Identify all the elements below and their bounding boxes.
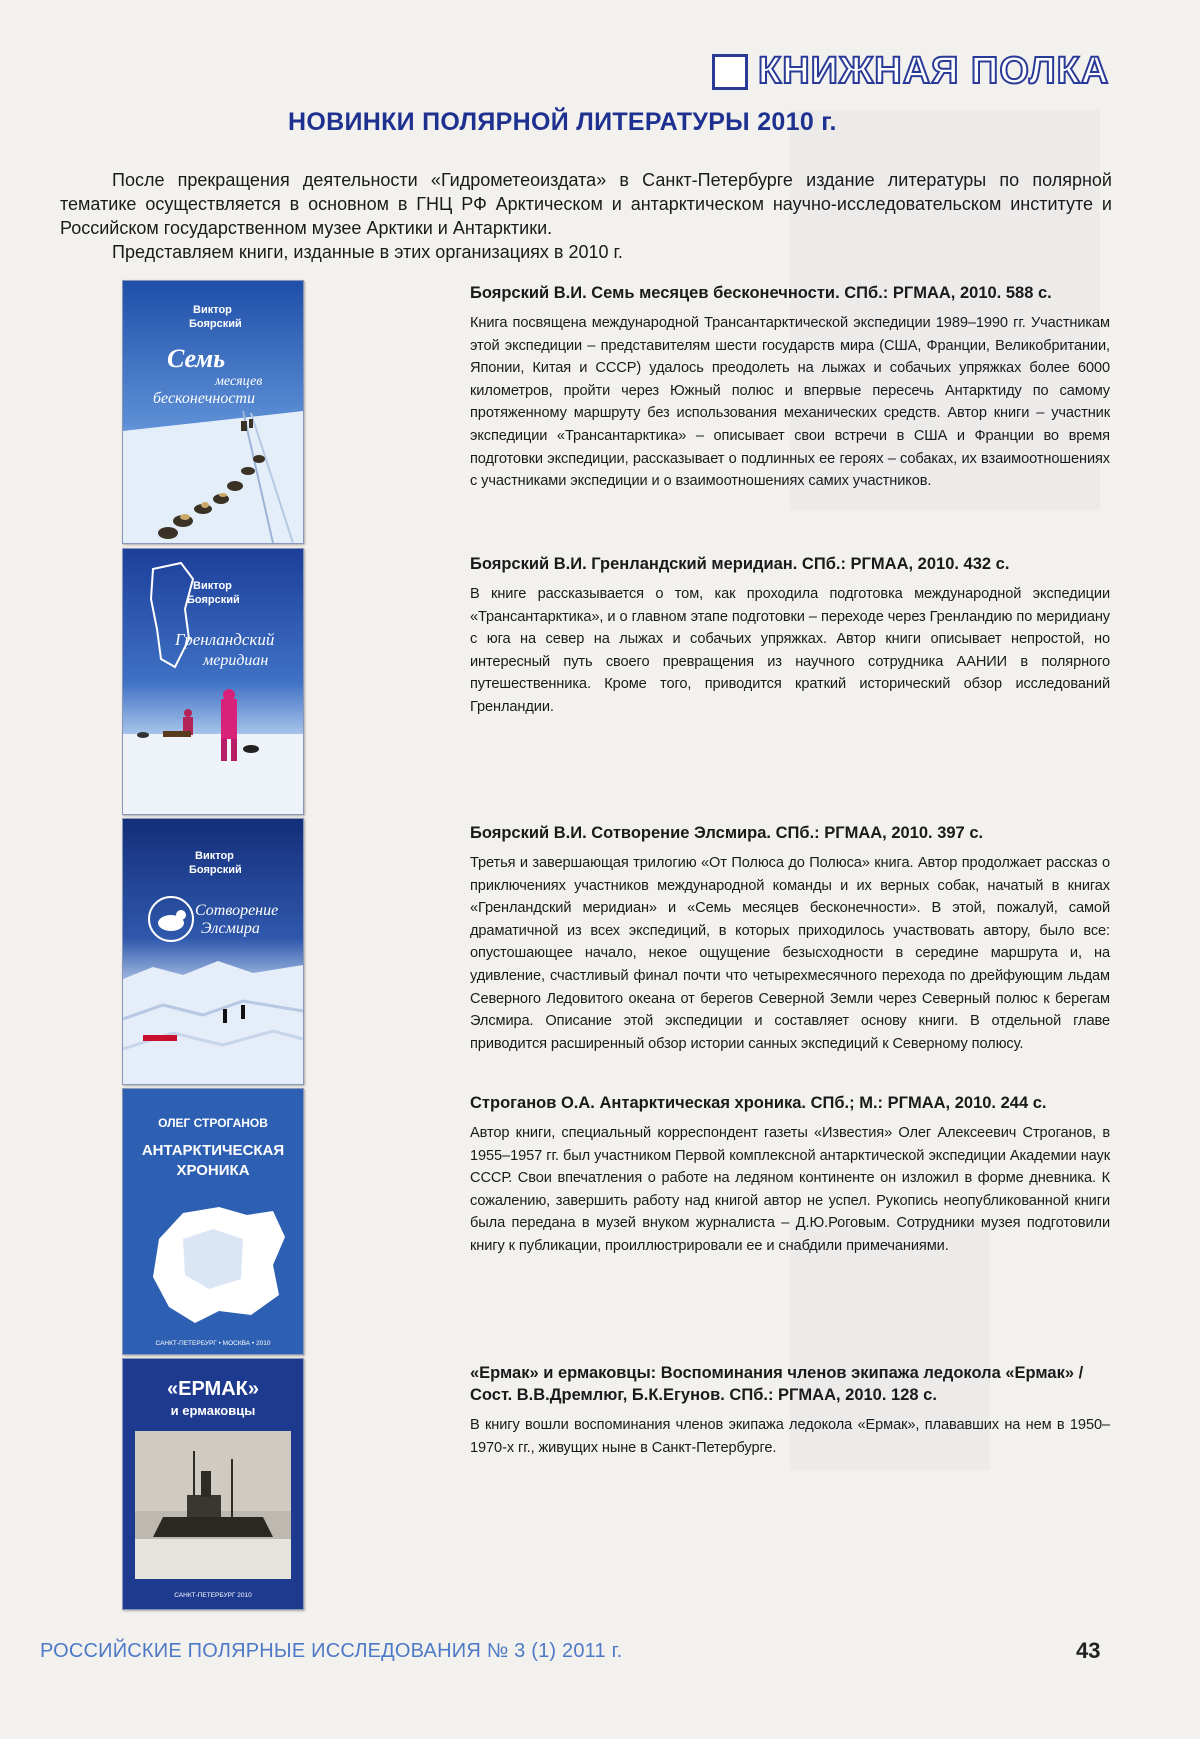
cover-imprint: САНКТ-ПЕТЕРБУРГ • МОСКВА • 2010 — [155, 1340, 271, 1347]
cover-imprint: САНКТ-ПЕТЕРБУРГ 2010 — [174, 1592, 252, 1599]
book-cover-image — [123, 281, 303, 543]
section-header-square-icon — [712, 54, 748, 90]
book-entry — [470, 822, 1110, 1055]
book-entry — [470, 282, 1110, 493]
book-entry — [470, 1362, 1110, 1459]
book-description: Третья и завершающая трилогию «От Полюса до Полюса» книга. Автор продолжает рассказ о приключениях участников международной команды и их верных собак, начатый в книгах «Гренландский меридиан» и «Семь месяцев бесконечности». В этой, пожалуй, самой драматичной из всех экспедиций, в которых приходилось участвовать автору, было все: опустошающее начало, некое ощущение безысходности в середине маршрута и, на удивление, счастливый финал почти что четырехмесячного перехода по дрейфующим льдам Северного Ледовитого океана от берегов Северной Земли через Северный полюс к берегам Элсмира. Описание этой экспедиции и составляет основу книги. В отдельной главе приводится расширенный обзор истории санных экспедиций к Северному полюсу. — [470, 855, 1110, 1052]
book-heading: Строганов О.А. Антарктическая хроника. СПб.; М.: РГМАА, 2010. 244 с. — [470, 1094, 1047, 1112]
book-heading: Боярский В.И. Гренландский меридиан. СПб.: РГМАА, 2010. 432 с. — [470, 555, 1010, 573]
cover-title-line2: месяцев — [215, 374, 263, 389]
book-cover-image — [123, 549, 303, 814]
book-description: В книгу вошли воспоминания членов экипажа ледокола «Ермак», плававших на нем в 1950–1970-х гг., живущих ныне в Санкт-Петербурге. — [470, 1417, 1110, 1456]
book-heading: Боярский В.И. Сотворение Элсмира. СПб.: РГМАА, 2010. 397 с. — [470, 824, 984, 842]
book-cover-ermak — [122, 1358, 304, 1610]
cover-title: Сотворение — [195, 902, 279, 919]
book-heading: «Ермак» и ермаковцы: Воспоминания членов экипажа ледокола «Ермак» / Сост. В.В.Дремлюг, Б.К.Егунов. СПб.: РГМАА, 2010. 128 с. — [470, 1364, 1084, 1404]
section-header-label: КНИЖНАЯ ПОЛКА — [758, 50, 1110, 92]
book-description: Книга посвящена международной Трансантарктической экспедиции 1989–1990 гг. Участникам этой экспедиции – представителям шести государств мира (США, Франции, Великобритании, Японии, Китая и СССР) удалось преодолеть на лыжах и собачьих упряжках более 6000 километров, пройти через Южный полюс и впервые пересечь Антарктиду по самому протяженному маршруту без использования механических средств. Автор книги – участник экспедиции «Трансантарктика» – описывает свои встречи в США и Франции во время подготовки экспедиции, рассказывает о подлинных ее героях – собаках, их взаимоотношениях с участниками экспедиции и о взаимоотношениях самих участников. — [470, 315, 1110, 490]
cover-title-line2: ХРОНИКА — [176, 1162, 250, 1179]
book-cover-grenlandskiy-meridian — [122, 548, 304, 815]
book-entry — [470, 553, 1110, 719]
cover-title-line3: бесконечности — [153, 390, 255, 407]
book-cover-image — [123, 819, 303, 1084]
book-cover-antarkticheskaya-khronika — [122, 1088, 304, 1355]
book-cover-sotvorenie-elsmira — [122, 818, 304, 1085]
cover-title-line2: и ермаковцы — [170, 1403, 256, 1418]
book-cover-image — [123, 1359, 303, 1609]
cover-author-surname: Боярский — [189, 864, 242, 876]
cover-author: Виктор — [193, 580, 232, 592]
cover-title-line2: меридиан — [203, 652, 269, 669]
book-description: Автор книги, специальный корреспондент газеты «Известия» Олег Алексеевич Строганов, в 1955–1957 гг. был участником Первой комплексной антарктической экспедиции Академии наук СССР. Свои впечатления о работе на ледяном континенте он изложил в форме дневника. К сожалению, завершить работу над книгой автор не успел. Рукопись неопубликованной книги была передана в музей внуком журналиста – Д.Ю.Роговым. Сотрудники музея подготовили книгу к публикации, проиллюстрировали ее и снабдили примечаниями. — [470, 1125, 1110, 1254]
cover-title: АНТАРКТИЧЕСКАЯ — [141, 1142, 285, 1159]
footer-journal-title: РОССИЙСКИЕ ПОЛЯРНЫЕ ИССЛЕДОВАНИЯ № 3 (1) 2011 г. — [40, 1640, 623, 1662]
intro-paragraph: Представляем книги, изданные в этих организациях в 2010 г. — [112, 242, 623, 262]
cover-title: Гренландский — [175, 630, 275, 649]
cover-author: Виктор — [195, 850, 234, 862]
cover-author-surname: Боярский — [189, 318, 242, 330]
book-cover-sem-mesyatsev — [122, 280, 304, 544]
cover-title: «ЕРМАК» — [167, 1378, 259, 1400]
page-number: 43 — [1076, 1638, 1101, 1663]
intro-paragraph: После прекращения деятельности «Гидрометеоиздата» в Санкт-Петербурге издание литературы по полярной тематике осуществляется в основном в ГНЦ РФ Арктическом и антарктическом научно-исследовательском институте и Российском государственном музее Арктики и Антарктики. — [60, 170, 1112, 238]
page-title: НОВИНКИ ПОЛЯРНОЙ ЛИТЕРАТУРЫ 2010 г. — [288, 108, 837, 136]
book-heading: Боярский В.И. Семь месяцев бесконечности. СПб.: РГМАА, 2010. 588 с. — [470, 284, 1052, 302]
book-entry — [470, 1092, 1110, 1258]
cover-author: Виктор — [193, 304, 232, 316]
cover-title-line2: Элсмира — [201, 920, 260, 937]
cover-author: ОЛЕГ СТРОГАНОВ — [158, 1116, 268, 1130]
section-header — [712, 50, 1109, 93]
cover-title: Семь — [167, 344, 226, 373]
cover-author-surname: Боярский — [187, 594, 240, 606]
intro-text — [60, 168, 1112, 264]
book-cover-image — [123, 1089, 303, 1354]
book-description: В книге рассказывается о том, как проходила подготовка международной экспедиции «Трансантарктика», и о главном этапе подготовки – переходе через Гренландию по меридиану с юга на север на лыжах и собачьих упряжках. Автор книги описывает непростой, но интересный путь своего превращения из научного сотрудника ААНИИ в полярного путешественника. Кроме того, приводится краткий исторический обзор исследований Гренландии. — [470, 586, 1110, 715]
